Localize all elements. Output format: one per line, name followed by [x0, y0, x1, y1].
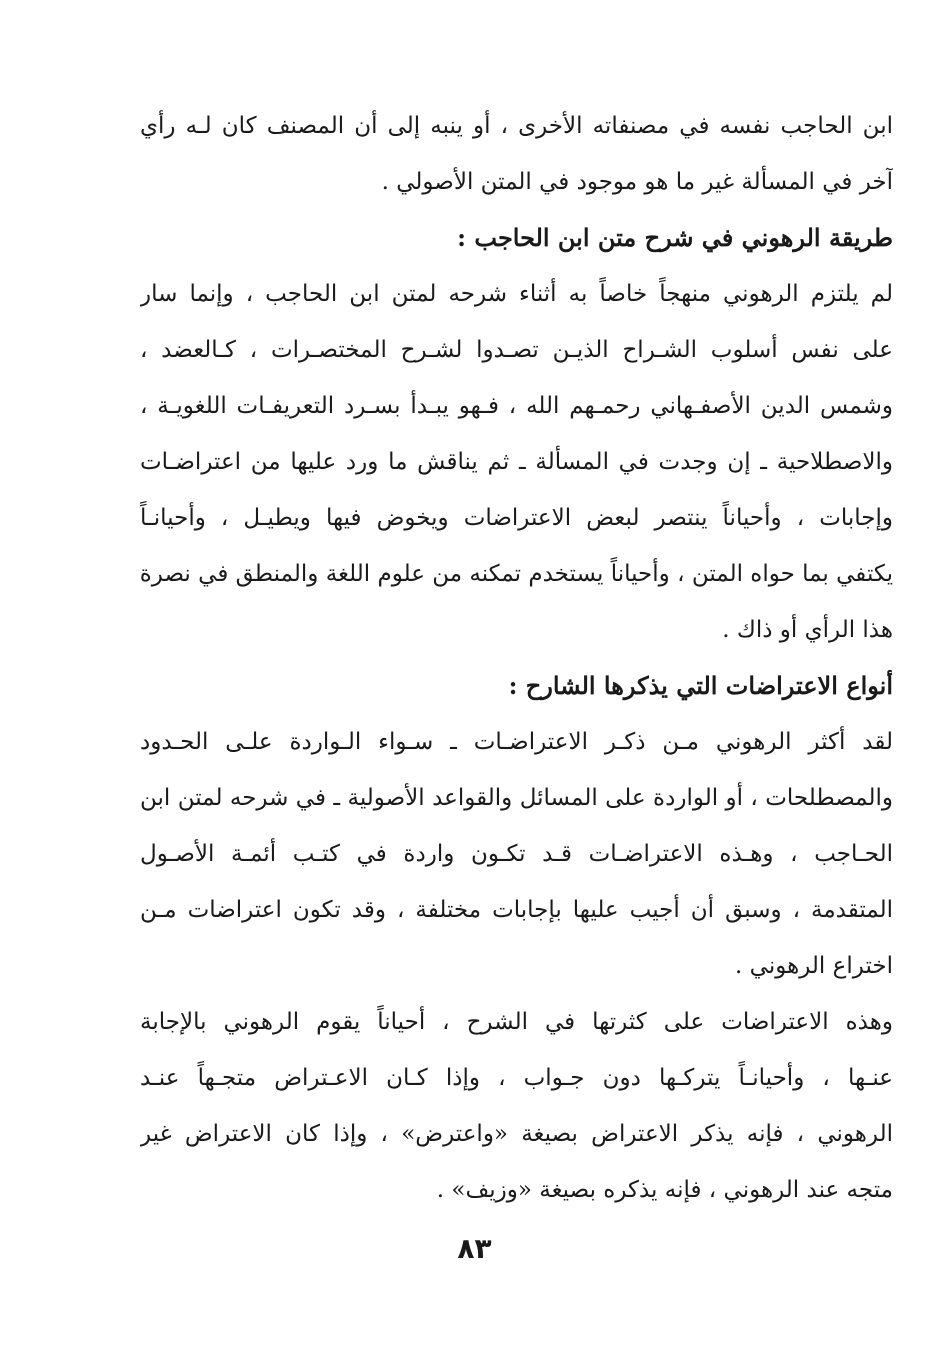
- text-line: ابن الحاجب نفسه في مصنفاته الأخرى ، أو ينبه إلى أن المصنف كان لـه رأي: [140, 113, 893, 139]
- text-line: الحـاجب ، وهـذه الاعتراضـات قـد تكـون واردة في كتـب أئمـة الأصـول: [140, 841, 893, 867]
- text-line: يكتفي بما حواه المتن ، وأحياناً يستخدم تمكنه من علوم اللغة والمنطق في نصرة: [140, 561, 893, 587]
- text-line: وإجابات ، وأحياناً ينتصر لبعض الاعتراضات ويخوض فيها ويطيـل ، وأحيانـاً: [140, 505, 893, 531]
- section-heading: أنواع الاعتراضات التي يذكرها الشارح :: [508, 671, 893, 700]
- body-text: [140, 98, 893, 1218]
- text-line: وهذه الاعتراضات على كثرتها في الشرح ، أحياناً يقوم الرهوني بالإجابة: [140, 1009, 893, 1035]
- text-line: والاصطلاحية ـ إن وجدت في المسألة ـ ثم يناقش ما ورد عليها من اعتراضـات: [140, 449, 893, 475]
- page-number: ٨٣: [457, 1232, 492, 1265]
- text-line: لم يلتزم الرهوني منهجاً خاصاً به أثناء شرحه لمتن ابن الحاجب ، وإنما سار: [140, 281, 893, 307]
- text-line: على نفس أسلوب الشـراح الذيـن تصـدوا لشـرح المختصـرات ، كـالعضد ،: [140, 337, 893, 363]
- text-line: متجه عند الرهوني ، فإنه يذكره بصيغة «وزيف» .: [436, 1177, 893, 1203]
- text-line: اختراع الرهوني .: [735, 953, 893, 979]
- text-line: عنـها ، وأحيانـاً يتركـها دون جـواب ، وإذا كـان الاعـتراض متجـهاً عنـد: [140, 1065, 893, 1091]
- section-heading: طريقة الرهوني في شرح متن ابن الحاجب :: [457, 223, 893, 252]
- text-line: وشمس الدين الأصفـهاني رحمـهم الله ، فـهو يبـدأ بسـرد التعريفـات اللغويـة ،: [140, 393, 893, 419]
- text-line: آخر في المسألة غير ما هو موجود في المتن الأصولي .: [381, 169, 893, 195]
- text-line: الرهوني ، فإنه يذكر الاعتراض بصيغة «واعترض» ، وإذا كان الاعتراض غير: [140, 1121, 893, 1147]
- text-line: والمصطلحات ، أو الواردة على المسائل والقواعد الأصولية ـ في شرحه لمتن ابن: [140, 785, 893, 811]
- text-line: لقد أكثر الرهوني مـن ذكـر الاعتراضـات ـ سـواء الـواردة علـى الحـدود: [140, 729, 893, 755]
- text-line: هذا الرأي أو ذاك .: [722, 617, 893, 643]
- text-line: المتقدمة ، وسبق أن أجيب عليها بإجابات مختلفة ، وقد تكون اعتراضات مـن: [140, 897, 893, 923]
